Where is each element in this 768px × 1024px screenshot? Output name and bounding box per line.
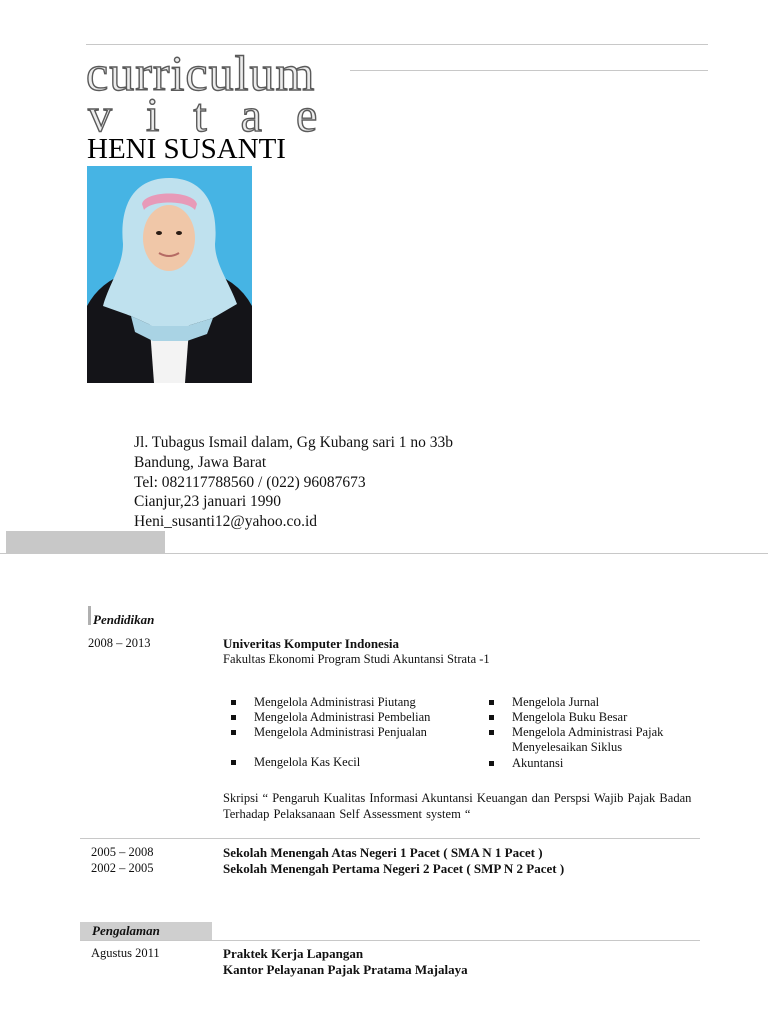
section-divider-bar [6, 531, 165, 553]
experience-date: Agustus 2011 [91, 946, 160, 960]
cv-title-line1: curriculum [86, 45, 316, 101]
phone-numbers: Tel: 082117788560 / (022) 96087673 [134, 473, 366, 491]
section-marker [88, 606, 91, 625]
university-faculty: Fakultas Ekonomi Program Studi Akuntansi Strata -1 [223, 652, 490, 666]
task-list-right [481, 695, 663, 740]
profile-photo-illustration [87, 166, 252, 383]
thesis-title: Skripsi “ Pengaruh Kualitas Informasi Akuntansi Keuangan dan Perspsi Wajib Pajak Badan Terhadap Pelaksanaan Self Assessment system “ [223, 791, 692, 821]
smp-name: Sekolah Menengah Pertama Negeri 2 Pacet ( SMP N 2 Pacet ) [223, 861, 565, 876]
list-item: Akuntansi [481, 756, 563, 771]
list-item: Mengelola Administrasi Pembelian [223, 710, 430, 725]
section-heading-pendidikan: Pendidikan [93, 612, 155, 627]
cv-title-line2: vitae [88, 89, 352, 142]
sma-years: 2005 – 2008 [91, 845, 154, 859]
task-list-left [223, 695, 430, 770]
address-line1: Jl. Tubagus Ismail dalam, Gg Kubang sari 1 no 33b [134, 434, 454, 451]
experience-title: Praktek Kerja Lapangan [223, 946, 364, 961]
sma-name: Sekolah Menengah Atas Negeri 1 Pacet ( SMA N 1 Pacet ) [223, 845, 543, 860]
experience-place: Kantor Pelayanan Pajak Pratama Majalaya [223, 962, 468, 977]
rule-experience [80, 940, 700, 941]
birth-place-date: Cianjur,23 januari 1990 [134, 493, 282, 511]
smp-years: 2002 – 2005 [91, 861, 154, 875]
rule-after-university [80, 838, 700, 839]
list-item: Mengelola Jurnal [481, 695, 663, 710]
section-divider-rule [0, 553, 768, 554]
task-list-right-last [481, 756, 563, 771]
list-item: Mengelola Administrasi Penjualan [223, 725, 430, 740]
task-continuation: Menyelesaikan Siklus [512, 740, 623, 754]
candidate-name: HENI SUSANTI [87, 133, 286, 165]
list-item: Mengelola Kas Kecil [223, 755, 430, 770]
header-rule-second [350, 70, 708, 71]
profile-photo [87, 166, 252, 383]
list-item: Mengelola Buku Besar [481, 710, 663, 725]
list-item: Mengelola Administrasi Pajak [481, 725, 663, 740]
email-address[interactable]: Heni_susanti12@yahoo.co.id [134, 513, 318, 531]
university-name: Univeritas Komputer Indonesia [223, 636, 399, 651]
address-line2: Bandung, Jawa Barat [134, 453, 267, 471]
contact-block [134, 433, 453, 532]
section-heading-pengalaman: Pengalaman [92, 923, 160, 938]
list-item: Mengelola Administrasi Piutang [223, 695, 430, 710]
university-years: 2008 – 2013 [88, 636, 151, 650]
